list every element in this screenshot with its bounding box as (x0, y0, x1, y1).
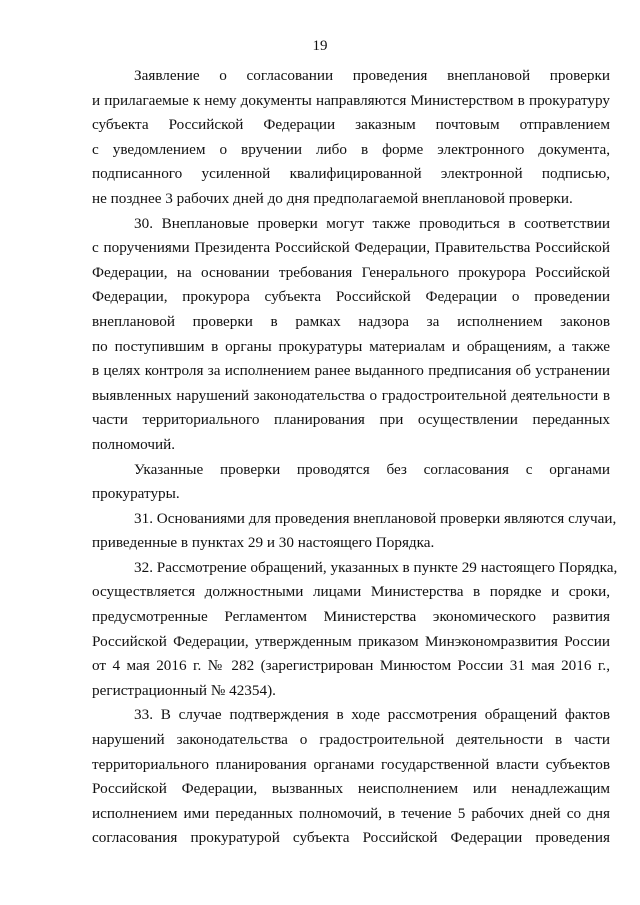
paragraph-without-approval (92, 458, 610, 507)
text-line: 33. В случае подтверждения в ходе рассмотрения обращений фактов (134, 706, 610, 724)
text-line: 32. Рассмотрение обращений, указанных в пункте 29 настоящего Порядка, (134, 558, 618, 576)
text-line: Российской Федерации, вызванных неисполнением или ненадлежащим (92, 780, 610, 798)
text-line: 31. Основаниями для проведения внеплановой проверки являются случаи, (134, 509, 617, 527)
text-line: от 4 мая 2016 г. № 282 (зарегистрирован Минюстом России 31 мая 2016 г., (92, 657, 610, 675)
paragraph-32 (92, 556, 618, 704)
text-line: части территориального планирования при осуществлении переданных (92, 411, 610, 429)
text-line: Федерации, на основании требования Генерального прокурора Российской (92, 263, 610, 281)
paragraph-31 (92, 507, 617, 556)
text-line: субъекта Российской Федерации заказным почтовым отправлением (92, 116, 610, 134)
paragraph-33 (92, 703, 610, 851)
text-line: прокуратуры. (92, 485, 180, 503)
paragraph-30 (92, 212, 610, 458)
text-line: согласования прокуратурой субъекта Российской Федерации проведения (92, 829, 610, 847)
text-line: Российской Федерации, утвержденным приказом Минэкономразвития России (92, 632, 610, 650)
text-line: предусмотренные Регламентом Министерства экономического развития (92, 608, 610, 626)
document-body (92, 64, 618, 851)
text-line: территориального планирования органами государственной власти субъектов (92, 755, 610, 773)
text-line: исполнением ими переданных полномочий, в течение 5 рабочих дней со дня (92, 804, 610, 822)
page-number: 19 (312, 38, 328, 54)
paragraph-notice-submission (92, 64, 610, 212)
text-line: Федерации, прокурора субъекта Российской Федерации о проведении (92, 288, 610, 306)
text-line: Указанные проверки проводятся без согласования с органами (134, 460, 610, 478)
text-line: по поступившим в органы прокуратуры материалам и обращениям, а также (92, 337, 610, 355)
text-line: осуществляется должностными лицами Министерства в порядке и сроки, (92, 583, 610, 601)
text-line: и прилагаемые к нему документы направляются Министерством в прокуратуру (92, 91, 610, 109)
text-line: полномочий. (92, 435, 176, 453)
text-line: регистрационный № 42354). (92, 681, 276, 699)
text-line: 30. Внеплановые проверки могут также проводиться в соответствии (134, 214, 610, 232)
text-line: нарушений законодательства о градостроительной деятельности в части (92, 731, 610, 749)
text-line: с уведомлением о вручении либо в форме электронного документа, (92, 140, 610, 158)
text-line: внеплановой проверки в рамках надзора за исполнением законов (92, 312, 610, 330)
text-line: Заявление о согласовании проведения внеплановой проверки (134, 67, 610, 84)
text-line: в целях контроля за исполнением ранее выданного предписания об устранении (92, 362, 610, 380)
text-line: приведенные в пунктах 29 и 30 настоящего Порядка. (92, 534, 435, 552)
text-line: подписанного усиленной квалифицированной электронной подписью, (92, 165, 610, 183)
text-line: не позднее 3 рабочих дней до дня предполагаемой внеплановой проверки. (92, 189, 573, 207)
text-line: с поручениями Президента Российской Федерации, Правительства Российской (92, 239, 610, 257)
text-line: выявленных нарушений законодательства о градостроительной деятельности в (92, 386, 610, 404)
